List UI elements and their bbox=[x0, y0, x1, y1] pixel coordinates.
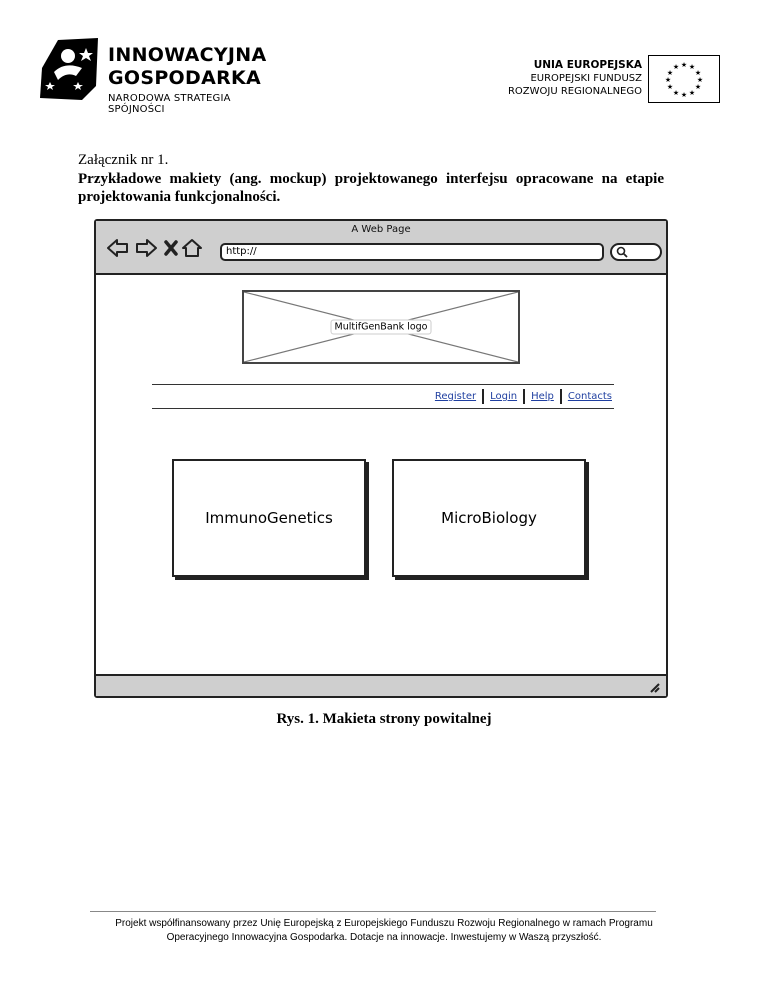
resize-handle-icon[interactable] bbox=[648, 681, 660, 693]
search-icon bbox=[616, 246, 628, 258]
url-input[interactable]: http:// bbox=[220, 243, 604, 261]
svg-text:★: ★ bbox=[664, 76, 672, 84]
mockup-browser-window bbox=[94, 219, 668, 698]
program-title-line1: INNOWACYJNA bbox=[108, 44, 267, 66]
tile-immunogenetics[interactable]: ImmunoGenetics bbox=[172, 459, 366, 577]
svg-text:★: ★ bbox=[672, 89, 680, 97]
close-icon[interactable] bbox=[166, 242, 176, 254]
nav-icons bbox=[106, 237, 211, 259]
menu-separator bbox=[482, 389, 484, 404]
svg-text:★: ★ bbox=[688, 63, 696, 71]
menu-divider-bottom bbox=[152, 408, 614, 409]
svg-text:★: ★ bbox=[680, 61, 688, 69]
footer bbox=[78, 917, 690, 945]
forward-arrow-icon[interactable] bbox=[137, 240, 156, 256]
back-arrow-icon[interactable] bbox=[108, 240, 127, 256]
menu-login-link[interactable]: Login bbox=[490, 391, 518, 402]
eu-flag-icon bbox=[648, 55, 720, 103]
window-title: A Web Page bbox=[351, 224, 411, 235]
footer-line2: Operacyjnego Innowacyjna Gospodarka. Dotacje na innowacje. Inwestujemy w Waszą przyszłość. bbox=[166, 932, 602, 943]
svg-text:★: ★ bbox=[666, 69, 674, 77]
eu-logo-text bbox=[508, 59, 642, 98]
eu-logo-line2: EUROPEJSKI FUNDUSZ bbox=[530, 73, 642, 84]
logo-placeholder bbox=[242, 290, 520, 364]
program-emblem-icon bbox=[38, 38, 102, 100]
status-bar bbox=[96, 674, 666, 696]
search-field[interactable] bbox=[610, 243, 662, 261]
menu-divider-top bbox=[152, 384, 614, 385]
annex-label: Załącznik nr 1. bbox=[78, 152, 169, 168]
footer-divider bbox=[90, 911, 656, 912]
tile-microbiology[interactable]: MicroBiology bbox=[392, 459, 586, 577]
intro-caption: Przykładowe makiety (ang. mockup) projektowanego interfejsu opracowane na etapie projektowania funkcjonalności. bbox=[78, 171, 664, 205]
innowacyjna-gospodarka-logo bbox=[38, 38, 288, 115]
svg-text:★: ★ bbox=[694, 83, 702, 91]
figure-caption: Rys. 1. Makieta strony powitalnej bbox=[276, 711, 492, 727]
home-icon[interactable] bbox=[183, 240, 201, 256]
menu-separator bbox=[560, 389, 562, 404]
eu-logo bbox=[500, 55, 720, 105]
eu-logo-line1: UNIA EUROPEJSKA bbox=[533, 59, 642, 71]
footer-line1: Projekt współfinansowany przez Unię Europejską z Europejskiego Funduszu Rozwoju Regionalnego w ramach Programu bbox=[115, 918, 653, 929]
top-menu bbox=[435, 389, 612, 404]
eu-logo-line3: ROZWOJU REGIONALNEGO bbox=[507, 86, 642, 97]
menu-register-link[interactable]: Register bbox=[434, 391, 477, 402]
svg-text:★: ★ bbox=[696, 76, 704, 84]
logo-placeholder-label: MultifGenBank logo bbox=[331, 320, 432, 335]
menu-separator bbox=[523, 389, 525, 404]
program-title-line2: GOSPODARKA bbox=[108, 67, 262, 89]
svg-text:★: ★ bbox=[694, 69, 702, 77]
menu-contacts-link[interactable]: Contacts bbox=[567, 391, 612, 402]
menu-help-link[interactable]: Help bbox=[531, 391, 554, 402]
svg-text:★: ★ bbox=[666, 83, 674, 91]
svg-text:★: ★ bbox=[672, 63, 680, 71]
svg-text:★: ★ bbox=[688, 89, 696, 97]
svg-text:★: ★ bbox=[680, 91, 688, 99]
browser-chrome bbox=[96, 221, 666, 275]
program-subtitle: NARODOWA STRATEGIA SPÓJNOŚCI bbox=[108, 93, 231, 115]
